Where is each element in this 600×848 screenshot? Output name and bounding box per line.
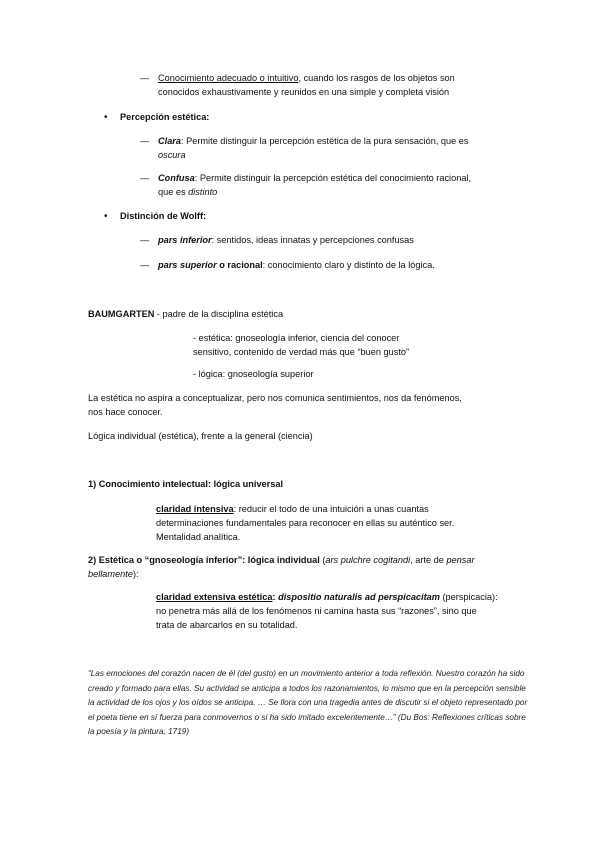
text: (perspicacia): <box>439 592 498 602</box>
text: : Permite distinguir la percepción estética del conocimiento racional, <box>194 173 472 183</box>
heading-conocimiento-intelectual: 1) Conocimiento intelectual: lógica universal <box>88 479 284 489</box>
paragraph-estetica: La estética no aspira a conceptualizar, pero nos comunica sentimientos, nos da fenómenos, <box>88 393 462 403</box>
item-pars-superior <box>158 258 435 273</box>
item-confusa <box>158 171 471 186</box>
dash-marker: — <box>140 235 150 245</box>
term-pars-superior: pars superior <box>158 260 217 270</box>
term-bellamente: bellamente <box>88 569 133 579</box>
claridad-extensiva <box>156 590 498 605</box>
text: : <box>272 592 279 602</box>
term-distinto: distinto <box>188 187 218 197</box>
dash-marker: — <box>140 136 150 146</box>
heading-estetica-gnoseologia <box>88 553 475 568</box>
text: - padre de la disciplina estética <box>154 309 284 319</box>
paragraph-logica-individual: Lógica individual (estética), frente a la general (ciencia) <box>88 431 313 441</box>
dash-marker: — <box>140 73 150 83</box>
text: , cuando los rasgos de los objetos son <box>298 73 455 83</box>
quote-du-bos: “Las emociones del corazón nacen de él (del gusto) en un movimiento anterior a toda reflexión. Nuestro corazón ha sido creado y formado para ellas. Su actividad se anticipa a todos los razonamientos, lo mismo que en la percepción sensible la actividad de los ojos y los oídos se anticipa. … Se llora con una tragedia antes de discutir si el objeto representado por el poeta tiene en sí fuerza para conmovernos o si ha sido imitado excelentemente…” (Du Bos: Reflexiones críticas sobre la poesía y la pintura, 1719) <box>88 669 528 736</box>
latin-ars-pulchre: ars pulchre cogitandi <box>325 555 411 565</box>
name-baumgarten: BAUMGARTEN <box>88 309 155 319</box>
estetica-definition-line2: sensitivo, contenido de verdad más que “buen gusto” <box>193 347 410 357</box>
text: , arte de <box>410 555 447 565</box>
text: : Permite distinguir la percepción estética de la pura sensación, que es <box>180 136 469 146</box>
term-claridad-intensiva: claridad intensiva <box>156 504 234 514</box>
term-confusa: Confusa <box>158 173 195 183</box>
bullet-marker: • <box>104 211 108 222</box>
heading-text: 2) Estética o “gnoseología inferior”: lógica individual <box>88 555 320 565</box>
text: : reducir el todo de una intuición a unas cuantas <box>233 504 429 514</box>
term-claridad-extensiva: claridad extensiva estética <box>156 592 273 602</box>
item-clara-line2: oscura <box>158 150 186 160</box>
heading-distincion-wolff: Distinción de Wolff: <box>120 211 207 221</box>
heading-estetica-gnoseologia-line2 <box>88 567 139 582</box>
claridad-extensiva-line2: no penetra más allá de los fenómenos ni camina hasta sus “razones”, sino que <box>156 606 477 616</box>
baumgarten-line <box>88 307 283 322</box>
heading-percepcion-estetica: Percepción estética: <box>120 112 210 122</box>
item-conocimiento-adecuado-line2: conocidos exhaustivamente y reunidos en una simple y completa visión <box>158 87 450 97</box>
item-pars-inferior <box>158 233 414 248</box>
text: que es <box>158 187 189 197</box>
text: : sentidos, ideas innatas y percepciones confusas <box>211 235 414 245</box>
claridad-intensiva-line2: determinaciones fundamentales para reconocer en ellas su auténtico ser. <box>156 518 455 528</box>
logica-definition: - lógica: gnoseología superior <box>193 369 314 379</box>
bullet-marker: • <box>104 112 108 123</box>
term-clara: Clara <box>158 136 181 146</box>
dash-marker: — <box>140 173 150 183</box>
latin-dispositio: dispositio naturalis ad perspicacitam <box>278 592 440 602</box>
claridad-intensiva-line3: Mentalidad analítica. <box>156 532 241 542</box>
term-pars-inferior: pars inferior <box>158 235 212 245</box>
item-confusa-line2 <box>158 185 217 200</box>
dash-marker: — <box>140 260 150 270</box>
term-conocimiento-adecuado: Conocimiento adecuado o intuitivo <box>158 73 299 83</box>
estetica-definition: - estética: gnoseología inferior, ciencia del conocer <box>193 333 400 343</box>
item-conocimiento-adecuado <box>158 71 455 86</box>
term-pensar: pensar <box>446 555 475 565</box>
text: : conocimiento claro y distinto de la lógica. <box>262 260 435 270</box>
text: ): <box>132 569 139 579</box>
paragraph-estetica-line2: nos hace conocer. <box>88 407 163 417</box>
claridad-extensiva-line3: trata de abarcarlos en su totalidad. <box>156 620 298 630</box>
claridad-intensiva <box>156 502 429 517</box>
term-racional: o racional <box>216 260 263 270</box>
text: ( <box>319 555 326 565</box>
item-clara <box>158 134 469 149</box>
